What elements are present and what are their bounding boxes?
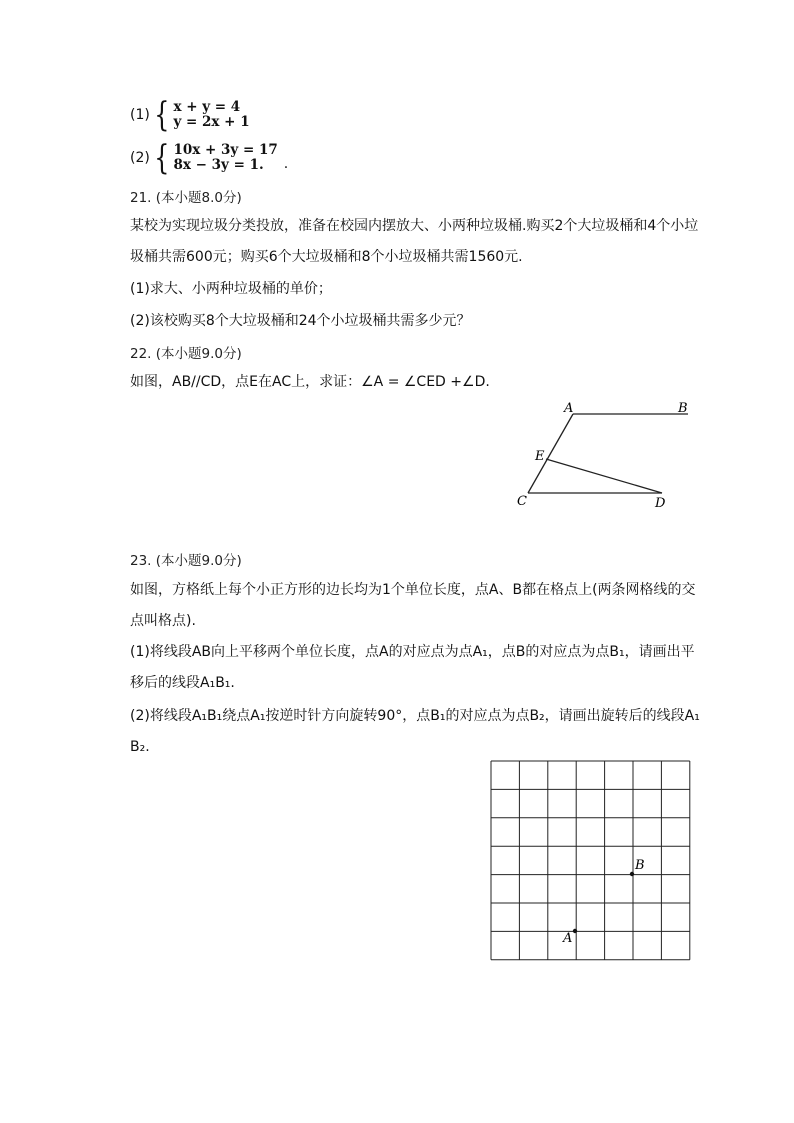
- q21-line1: 某校为实现垃圾分类投放，准备在校园内摆放大、小两种垃圾桶.购买2个大垃圾桶和4个小垃: [130, 218, 699, 234]
- q23-part2-line1: (2)将线段A₁B₁绕点A₁按逆时针方向旋转90°，点B₁的对应点为点B₂，请画出旋转后的线段A₁: [130, 708, 700, 724]
- q23-part1-line1: (1)将线段AB向上平移两个单位长度，点A的对应点为点A₁，点B的对应点为点B₁，请画出平: [130, 644, 695, 660]
- grid-label-b: B: [635, 858, 645, 873]
- q21-part1: (1)求大、小两种垃圾桶的单价；: [130, 281, 332, 297]
- point-b: [630, 872, 634, 876]
- square-grid: [491, 761, 690, 960]
- q23-grid-figure: [485, 755, 700, 965]
- q21-header: 21. (本小题8.0分): [130, 190, 242, 206]
- point-a: [573, 929, 577, 933]
- q23-part2-line2: B₂.: [130, 739, 150, 755]
- q20-part1-eq2: y = 2x + 1: [173, 114, 250, 130]
- q20-part2-eq1: 10x + 3y = 17: [173, 142, 278, 158]
- q23-header: 23. (本小题9.0分): [130, 553, 242, 569]
- q20-part1-eq1: x + y = 4: [173, 99, 241, 115]
- q20-part2-eq2: 8x − 3y = 1.: [173, 157, 264, 173]
- brace-icon: {: [154, 95, 170, 135]
- q22-figure: [500, 395, 710, 515]
- label-a: A: [564, 401, 574, 416]
- brace-icon: {: [154, 138, 170, 178]
- q20-part1-label: (1): [130, 107, 150, 123]
- q23-part1-line2: 移后的线段A₁B₁.: [130, 675, 235, 691]
- q21-line2: 圾桶共需600元；购买6个大垃圾桶和8个小垃圾桶共需1560元.: [130, 249, 523, 265]
- label-e: E: [535, 449, 545, 464]
- line-ed: [546, 459, 662, 493]
- q20-part2: [130, 138, 289, 178]
- q22-text: 如图，AB//CD，点E在AC上，求证：∠A = ∠CED +∠D.: [130, 374, 490, 390]
- grid-label-a: A: [563, 931, 573, 946]
- label-c: C: [517, 494, 527, 509]
- q20-part2-label: (2): [130, 150, 150, 166]
- label-b: B: [678, 401, 688, 416]
- label-d: D: [655, 496, 666, 511]
- q21-part2: (2)该校购买8个大垃圾桶和24个小垃圾桶共需多少元？: [130, 313, 471, 329]
- q20-part1: [130, 95, 250, 135]
- q20-part2-tail: .: [283, 156, 289, 172]
- q22-header: 22. (本小题9.0分): [130, 346, 242, 362]
- q23-line2: 点叫格点).: [130, 613, 196, 629]
- q23-line1: 如图，方格纸上每个小正方形的边长均为1个单位长度，点A、B都在格点上(两条网格线的交: [130, 582, 696, 598]
